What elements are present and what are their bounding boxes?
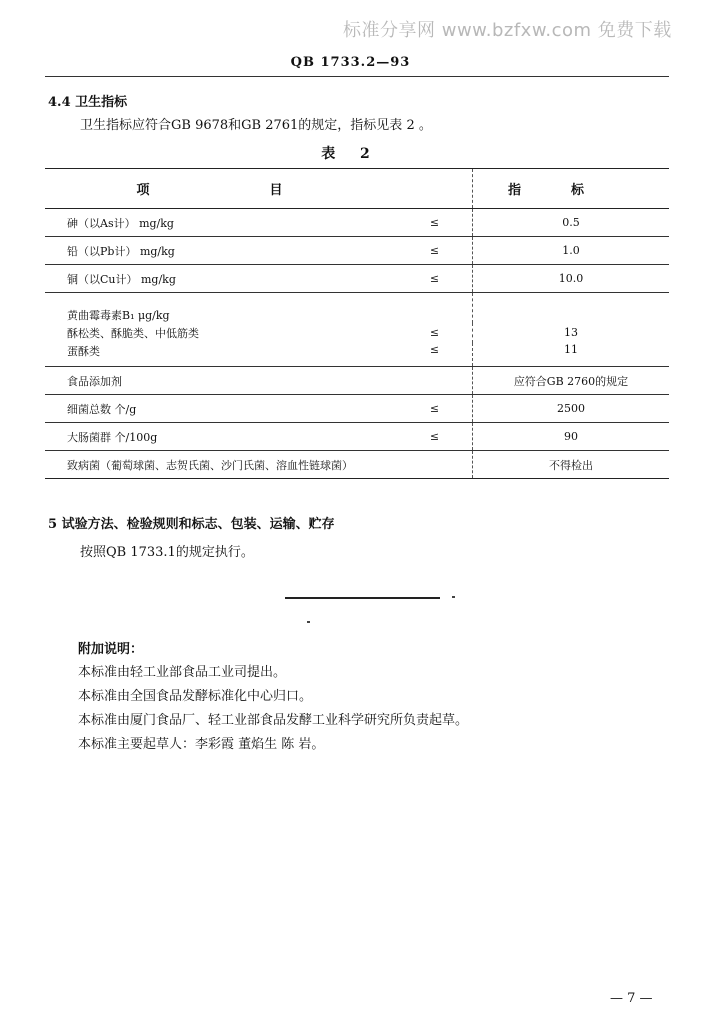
scan-speck xyxy=(452,596,455,598)
row-op: ≤ xyxy=(397,423,473,451)
table-row xyxy=(45,237,669,265)
section-4-4-heading: 4.4 卫生指标 xyxy=(48,95,128,110)
row-item: 细菌总数 个/g xyxy=(45,395,397,423)
section-4-4-text: 卫生指标应符合GB 9678和GB 2761的规定，指标见表 2 。 xyxy=(80,118,432,133)
row-op: ≤ xyxy=(397,395,473,423)
row-value: 1.0 xyxy=(473,237,670,265)
row-value: 应符合GB 2760的规定 xyxy=(473,367,670,395)
row-value: 13 xyxy=(473,323,670,343)
notes-line: 本标准由轻工业部食品工业司提出。 xyxy=(78,665,287,680)
table-row xyxy=(45,451,669,479)
header-value: 指标 xyxy=(473,169,670,209)
row-value: 0.5 xyxy=(473,209,670,237)
row-value: 90 xyxy=(473,423,670,451)
row-item: 砷（以As计） mg/kg xyxy=(45,209,397,237)
row-value: 不得检出 xyxy=(473,451,670,479)
row-item: 蛋酥类 xyxy=(45,343,397,367)
table-caption: 表 2 xyxy=(321,146,380,162)
table-row xyxy=(45,343,669,367)
row-item: 铅（以Pb计） mg/kg xyxy=(45,237,397,265)
notes-line: 本标准主要起草人：李彩霞 董焰生 陈 岩。 xyxy=(78,737,325,752)
row-item: 大肠菌群 个/100g xyxy=(45,423,397,451)
notes-line: 本标准由全国食品发酵标准化中心归口。 xyxy=(78,689,313,704)
watermark: 标准分享网 www.bzfxw.com 免费下载 xyxy=(343,20,672,41)
section-5-text: 按照QB 1733.1的规定执行。 xyxy=(80,545,254,560)
table-row xyxy=(45,423,669,451)
row-value xyxy=(473,293,670,323)
table-row xyxy=(45,395,669,423)
table-row xyxy=(45,293,669,323)
table-row xyxy=(45,323,669,343)
end-rule xyxy=(285,597,440,599)
row-item: 黄曲霉毒素B₁ μg/kg xyxy=(67,308,170,322)
row-value: 11 xyxy=(473,343,670,367)
table-row xyxy=(45,265,669,293)
notes-line: 本标准由厦门食品厂、轻工业部食品发酵工业科学研究所负责起草。 xyxy=(78,713,469,728)
header-item: 项目 xyxy=(45,169,473,209)
section-5-heading: 5 试验方法、检验规则和标志、包装、运输、贮存 xyxy=(48,517,335,532)
table-header-row xyxy=(45,169,669,209)
header-rule xyxy=(45,76,669,77)
row-op: ≤ xyxy=(397,237,473,265)
row-op xyxy=(397,367,473,395)
table-row xyxy=(45,209,669,237)
standard-code: QB 1733.2—93 xyxy=(290,55,411,70)
row-item: 酥松类、酥脆类、中低筋类 xyxy=(67,326,199,340)
row-op: ≤ xyxy=(397,209,473,237)
row-op: ≤ xyxy=(429,326,440,339)
row-op: ≤ xyxy=(397,343,473,367)
notes-title: 附加说明： xyxy=(78,642,144,657)
row-value: 2500 xyxy=(473,395,670,423)
row-value: 10.0 xyxy=(473,265,670,293)
scan-speck xyxy=(307,621,310,623)
row-item: 食品添加剂 xyxy=(45,367,397,395)
page-number: — 7 — xyxy=(610,991,653,1006)
table-row xyxy=(45,367,669,395)
hygiene-index-table xyxy=(45,168,669,479)
row-item: 铜（以Cu计） mg/kg xyxy=(45,265,397,293)
row-op xyxy=(397,293,473,323)
row-op: ≤ xyxy=(397,265,473,293)
row-item: 致病菌（葡萄球菌、志贺氏菌、沙门氏菌、溶血性链球菌） xyxy=(45,451,473,479)
